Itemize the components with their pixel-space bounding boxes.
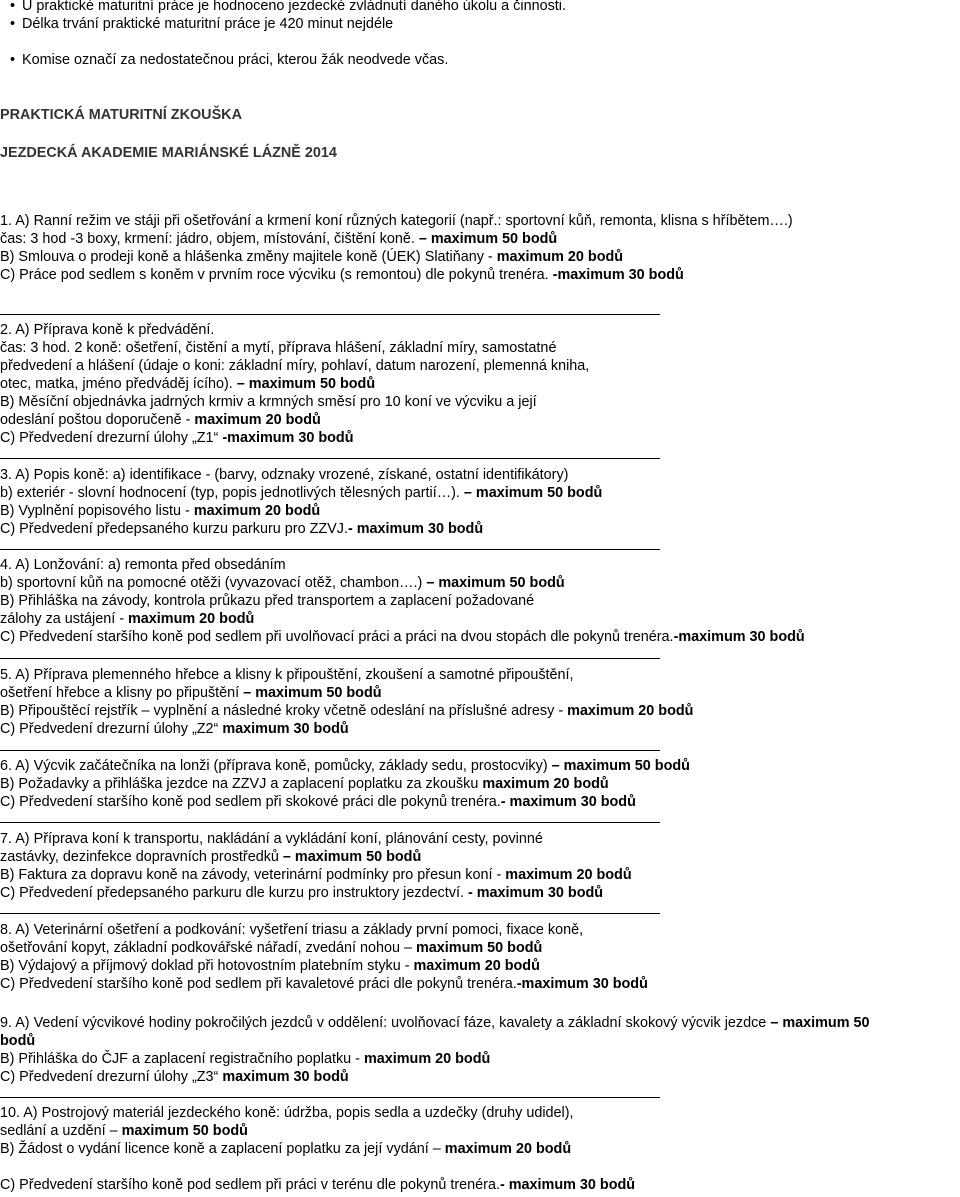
section-line: 4. A) Lonžování: a) remonta před obsedáním: [0, 557, 286, 573]
section-line: C) Předvedení předepsaného parkuru dle kurzu pro instruktory jezdectví. - maximum 30 bodů: [0, 885, 604, 901]
section-line: předvedení a hlášení (údaje o koni: základní míry, pohlaví, datum narození, plemenná kniha,: [0, 358, 590, 374]
bullet-item: • Délka trvání praktické maturitní práce je 420 minut nejdéle: [10, 16, 394, 32]
section-line: 8. A) Veterinární ošetření a podkování: vyšetření triasu a základy první pomoci, fixace koně,: [0, 922, 584, 938]
section-line: C) Předvedení drezurní úlohy „Z3“ maximum 30 bodů: [0, 1069, 349, 1085]
bullet-icon: •: [10, 16, 16, 32]
task-section-10-c: [0, 1176, 958, 1194]
task-section-3: [0, 466, 958, 538]
section-line: B) Přihláška do ČJF a zaplacení registračního poplatku - maximum 20 bodů: [0, 1051, 491, 1067]
section-line: B) Faktura za dopravu koně na závody, veterinární podmínky pro přesun koní - maximum 20 bodů: [0, 867, 632, 883]
document-subtitle: JEZDECKÁ AKADEMIE MARIÁNSKÉ LÁZNĚ 2014: [0, 145, 337, 161]
section-divider: [0, 458, 660, 459]
section-line: 1. A) Ranní režim ve stáji při ošetřování a krmení koní různých kategorií (např.: sportovní kůň, remonta, klisna s hříbětem….): [0, 213, 793, 229]
section-line: otec, matka, jméno předváděj ícího). – maximum 50 bodů: [0, 376, 376, 392]
task-section-9: [0, 1014, 958, 1086]
section-line: B) Přihláška na závody, kontrola průkazu před transportem a zaplacení požadované: [0, 593, 535, 609]
task-section-10: [0, 1104, 958, 1158]
section-line: b) exteriér - slovní hodnocení (typ, popis jednotlivých tělesných partií…). – maximum 50 bodů: [0, 485, 603, 501]
section-line: ošetření hřebce a klisny po připuštění – maximum 50 bodů: [0, 685, 382, 701]
task-section-8: [0, 921, 958, 993]
section-line: 10. A) Postrojový materiál jezdeckého koně: údržba, popis sedla a uzdečky (druhy udidel),: [0, 1105, 574, 1121]
section-line: 9. A) Vedení výcvikové hodiny pokročilých jezdců v oddělení: uvolňovací fáze, kavalety a základní skokový výcvik jezdce – maximum 50: [0, 1015, 870, 1031]
section-line: B) Vyplnění popisového listu - maximum 20 bodů: [0, 503, 321, 519]
section-line: B) Smlouva o prodeji koně a hlášenka změny majitele koně (ÚEK) Slatiňany - maximum 20 bodů: [0, 249, 624, 265]
section-line: C) Práce pod sedlem s koněm v prvním roce výcviku (s remontou) dle pokynů trenéra. -maximum 30 bodů: [0, 267, 684, 283]
section-line: B) Výdajový a příjmový doklad při hotovostním platebním styku - maximum 20 bodů: [0, 958, 540, 974]
task-section-1: [0, 212, 958, 284]
section-line: zastávky, dezinfekce dopravních prostředků – maximum 50 bodů: [0, 849, 422, 865]
section-line: C) Předvedení předepsaného kurzu parkuru pro ZZVJ.- maximum 30 bodů: [0, 521, 484, 537]
section-line: 7. A) Příprava koní k transportu, nakládání a vykládání koní, plánování cesty, povinné: [0, 831, 543, 847]
task-section-7: [0, 830, 958, 902]
section-line: C) Předvedení drezurní úlohy „Z1“ -maximum 30 bodů: [0, 430, 354, 446]
section-line: B) Požadavky a přihláška jezdce na ZZVJ a zaplacení poplatku za zkoušku maximum 20 bodů: [0, 776, 609, 792]
section-divider: [0, 750, 660, 751]
section-line: čas: 3 hod -3 boxy, krmení: jádro, objem, místování, čištění koně. – maximum 50 bodů: [0, 231, 558, 247]
section-line: zálohy za ustájení - maximum 20 bodů: [0, 611, 255, 627]
section-line: b) sportovní kůň na pomocné otěži (vyvazovací otěž, chambon….) – maximum 50 bodů: [0, 575, 565, 591]
section-divider: [0, 822, 660, 823]
section-line: 5. A) Příprava plemenného hřebce a klisny k připouštění, zkoušení a samotné připouštění,: [0, 667, 574, 683]
task-section-4: [0, 556, 958, 646]
section-divider: [0, 314, 660, 315]
section-line: ošetřování kopyt, základní podkovářské nářadí, zvedání nohou – maximum 50 bodů: [0, 940, 543, 956]
section-line: B) Připouštěcí rejstřík – vyplnění a následné kroky včetně odeslání na příslušné adresy - maximum 20 bodů: [0, 703, 694, 719]
bullet-icon: •: [10, 0, 16, 14]
section-line: 6. A) Výcvik začátečníka na lonži (příprava koně, pomůcky, základy sedu, prostocviky) – maximum 50 bodů: [0, 758, 690, 774]
document-title: PRAKTICKÁ MATURITNÍ ZKOUŠKA: [0, 107, 242, 123]
section-line: čas: 3 hod. 2 koně: ošetření, čistění a mytí, příprava hlášení, základní míry, samostatné: [0, 340, 557, 356]
section-line: C) Předvedení staršího koně pod sedlem při práci v terénu dle pokynů trenéra.- maximum 30 bodů: [0, 1177, 636, 1193]
section-line: sedlání a uzdění – maximum 50 bodů: [0, 1123, 248, 1139]
bullet-list: [10, 0, 566, 69]
section-line: 2. A) Příprava koně k předvádění.: [0, 322, 215, 338]
section-divider: [0, 549, 660, 550]
section-line: C) Předvedení drezurní úlohy „Z2“ maximum 30 bodů: [0, 721, 349, 737]
section-line: odeslání poštou doporučeně - maximum 20 bodů: [0, 412, 321, 428]
section-divider: [0, 913, 660, 914]
section-line: B) Měsíční objednávka jadrných krmiv a krmných směsí pro 10 koní ve výcviku a její: [0, 394, 537, 410]
bullet-icon: •: [10, 52, 16, 68]
task-section-2: [0, 321, 958, 447]
section-line: bodů: [0, 1033, 36, 1049]
section-divider: [0, 1097, 660, 1098]
section-line: B) Žádost o vydání licence koně a zaplacení poplatku za její vydání – maximum 20 bodů: [0, 1141, 572, 1157]
section-line: C) Předvedení staršího koně pod sedlem při skokové práci dle pokynů trenéra.- maximum 30 bodů: [0, 794, 636, 810]
section-divider: [0, 658, 660, 659]
task-section-5: [0, 666, 958, 738]
task-section-6: [0, 757, 958, 811]
bullet-item: • U praktické maturitní práce je hodnoceno jezdecké zvládnutí daného úkolu a činnosti.: [10, 0, 566, 15]
bullet-item: • Komise označí za nedostatečnou práci, kterou žák neodvede včas.: [10, 52, 449, 68]
section-line: C) Předvedení staršího koně pod sedlem při kavaletové práci dle pokynů trenéra.-maximum 30 bodů: [0, 976, 648, 992]
section-line: C) Předvedení staršího koně pod sedlem při uvolňovací práci a práci na dvou stopách dle pokynů trenéra.-maximum 30 bodů: [0, 629, 805, 645]
section-line: 3. A) Popis koně: a) identifikace - (barvy, odznaky vrozené, získané, ostatní identifikátory): [0, 467, 569, 483]
